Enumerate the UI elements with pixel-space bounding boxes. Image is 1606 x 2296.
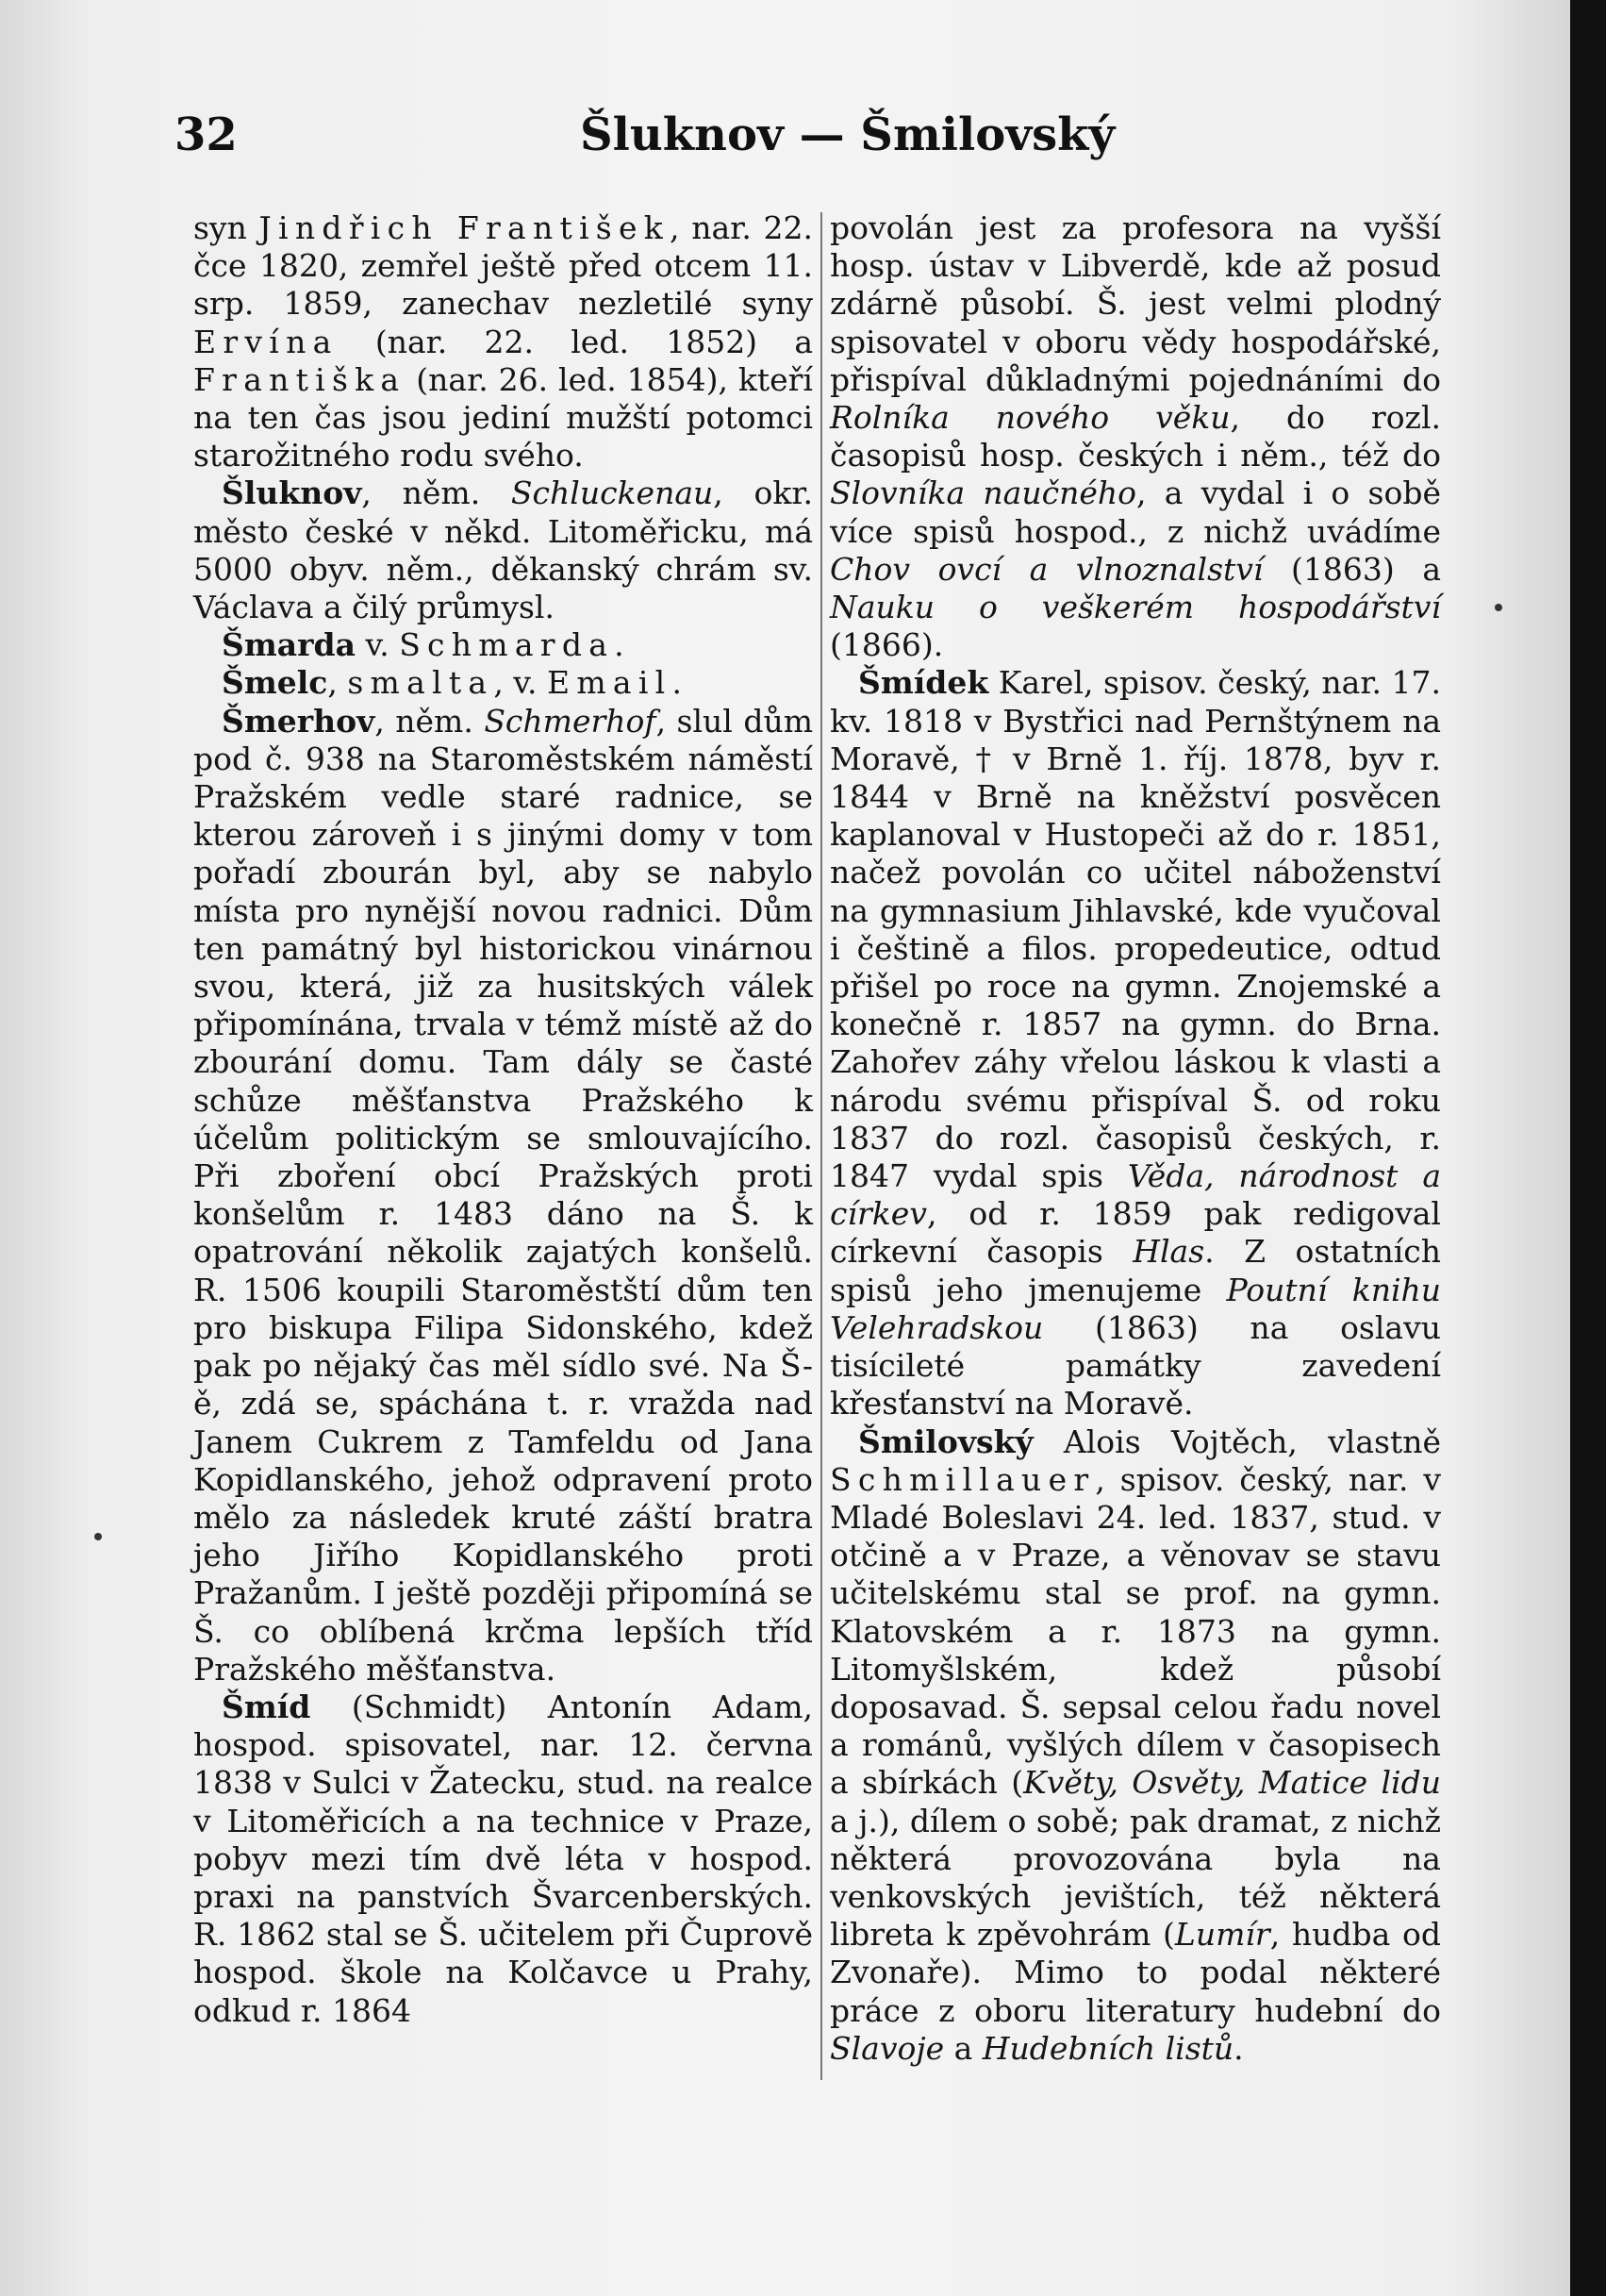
entry-smid: Šmíd (Schmidt) Antonín Adam, hospod. spisovatel, nar. 12. června 1838 v Sulci v Žatecku, stud. na realce v Litoměřicích a na technice v Praze, pobyv mezi tím dvě léta v hospod. praxi na panstvích Švarcenberských. R. 1862 stal se Š. učitelem při Čuprově hospod. škole na Kolčavce u Prahy, odkud r. 1864 — [193, 1688, 813, 2029]
entry-continuation-left: syn Jindřich František, nar. 22. čce 1820, zemřel ještě před otcem 11. srp. 1859, zanechav nezletilé syny Ervína (nar. 22. led. 1852) a Františka (nar. 26. led. 1854), kteří na ten čas jsou jediní mužští potomci starožitného rodu svého. — [193, 209, 813, 474]
left-column — [193, 209, 813, 2030]
headword: Šmerhov — [222, 702, 375, 740]
headword: Šmarda — [222, 626, 356, 664]
headword: Šluknov — [222, 474, 362, 512]
right-column — [830, 209, 1441, 2068]
entry-smelc: Šmelc, smalta, v. Email. — [222, 664, 682, 702]
entry-smilovsky: Šmilovský Alois Vojtěch, vlastně Schmillauer, spisov. český, nar. v Mladé Boleslavi 24. led. 1837, stud. v otčině a v Praze, a věnovav se stavu učitelskému stal se prof. na gymn. Klatovském a r. 1873 na gymn. Litomyšlském, kdež působí doposavad. Š. sepsal celou řadu novel a románů, vyšlých dílem v časopisech a sbírkách (Květy, Osvěty, Matice lidu a j.), dílem o sobě; pak dramat, z nichž některá provozována byla na venkovských jevištích, též některá libreta k zpěvohrám (Lumír, hudba od Zvonaře). Mimo to podal některé práce z oboru literatury hudební do Slavoje a Hudebních listů. — [830, 1423, 1441, 2067]
page-number: 32 — [174, 108, 238, 161]
entry-continuation-right: povolán jest za profesora na vyšší hosp. ústav v Libverdě, kde až posud zdárně působí. Š. jest velmi plodný spisovatel v oboru vědy hospodářské, přispíval důkladnými pojednáními do Rolníka nového věku, do rozl. časopisů hosp. českých i něm., též do Slovníka naučného, a vydal i o sobě více spisů hospod., z nichž uvádíme Chov ovcí a vlnoznalství (1863) a Nauku o veškerém hospodářství (1866). — [830, 209, 1441, 664]
entry-smerhov: Šmerhov, něm. Schmerhof, slul dům pod č. 938 na Staroměstském náměstí Pražském vedle staré radnice, se kterou zároveň i s jinými domy v tom pořadí zbourán byl, aby se nabylo místa pro nynější novou radnici. Dům ten památný byl historickou vinárnou svou, která, již za husitských válek připomínána, trvala v témž místě až do zbourání domu. Tam dály se časté schůze měšťanstva Pražského k účelům politickým se smlouvajícího. Při zboření obcí Pražských proti konšelům r. 1483 dáno na Š. k opatrování několik zajatých konšelů. R. 1506 koupili Staroměstští dům ten pro biskupa Filipa Sidonského, kdež pak po nějaký čas měl sídlo své. Na Š-ě, zdá se, spáchána t. r. vražda nad Janem Cukrem z Tamfeldu od Jana Kopidlanského, jehož odpravení proto mělo za následek kruté záští bratra jeho Jiřího Kopidlanského proti Pražanům. I ještě později připomíná se Š. co oblíbená krčma lepších tříd Pražského měšťanstva. — [193, 702, 813, 1688]
entry-smarda: Šmarda v. Schmarda. — [222, 626, 624, 664]
scan-speck — [94, 1533, 102, 1540]
column-divider — [820, 212, 822, 2080]
scan-speck — [1495, 604, 1502, 611]
page-header — [174, 108, 1116, 165]
headword: Šmídek — [858, 664, 989, 702]
headword: Šmelc — [222, 664, 328, 702]
headword: Šmíd — [222, 1688, 311, 1725]
scan-border — [1570, 0, 1606, 2296]
entry-sluknov: Šluknov, něm. Schluckenau, okr. město české v někd. Litoměřicku, má 5000 obyv. něm., děkanský chrám sv. Václava a čilý průmysl. — [193, 474, 813, 626]
headword: Šmilovský — [858, 1423, 1034, 1460]
running-title: Šluknov — Šmilovský — [580, 108, 1116, 161]
entry-smidek: Šmídek Karel, spisov. český, nar. 17. kv. 1818 v Bystřici nad Pernštýnem na Moravě, † v Brně 1. říj. 1878, byv r. 1844 v Brně na kněžství posvěcen kaplanoval v Hustopeči až do r. 1851, načež povolán co učitel náboženství na gymnasium Jihlavské, kde vyučoval i češtině a filos. propedeutice, odtud přišel po roce na gymn. Znojemské a konečně r. 1857 na gymn. do Brna. Zahořev záhy vřelou láskou k vlasti a národu svému přispíval Š. od roku 1837 do rozl. časopisů českých, r. 1847 vydal spis Věda, národnost a církev, od r. 1859 pak redigoval církevní časopis Hlas. Z ostatních spisů jeho jmenujeme Poutní knihu Velehradskou (1863) na oslavu tisícileté památky zavedení křesťanství na Moravě. — [830, 664, 1442, 1423]
